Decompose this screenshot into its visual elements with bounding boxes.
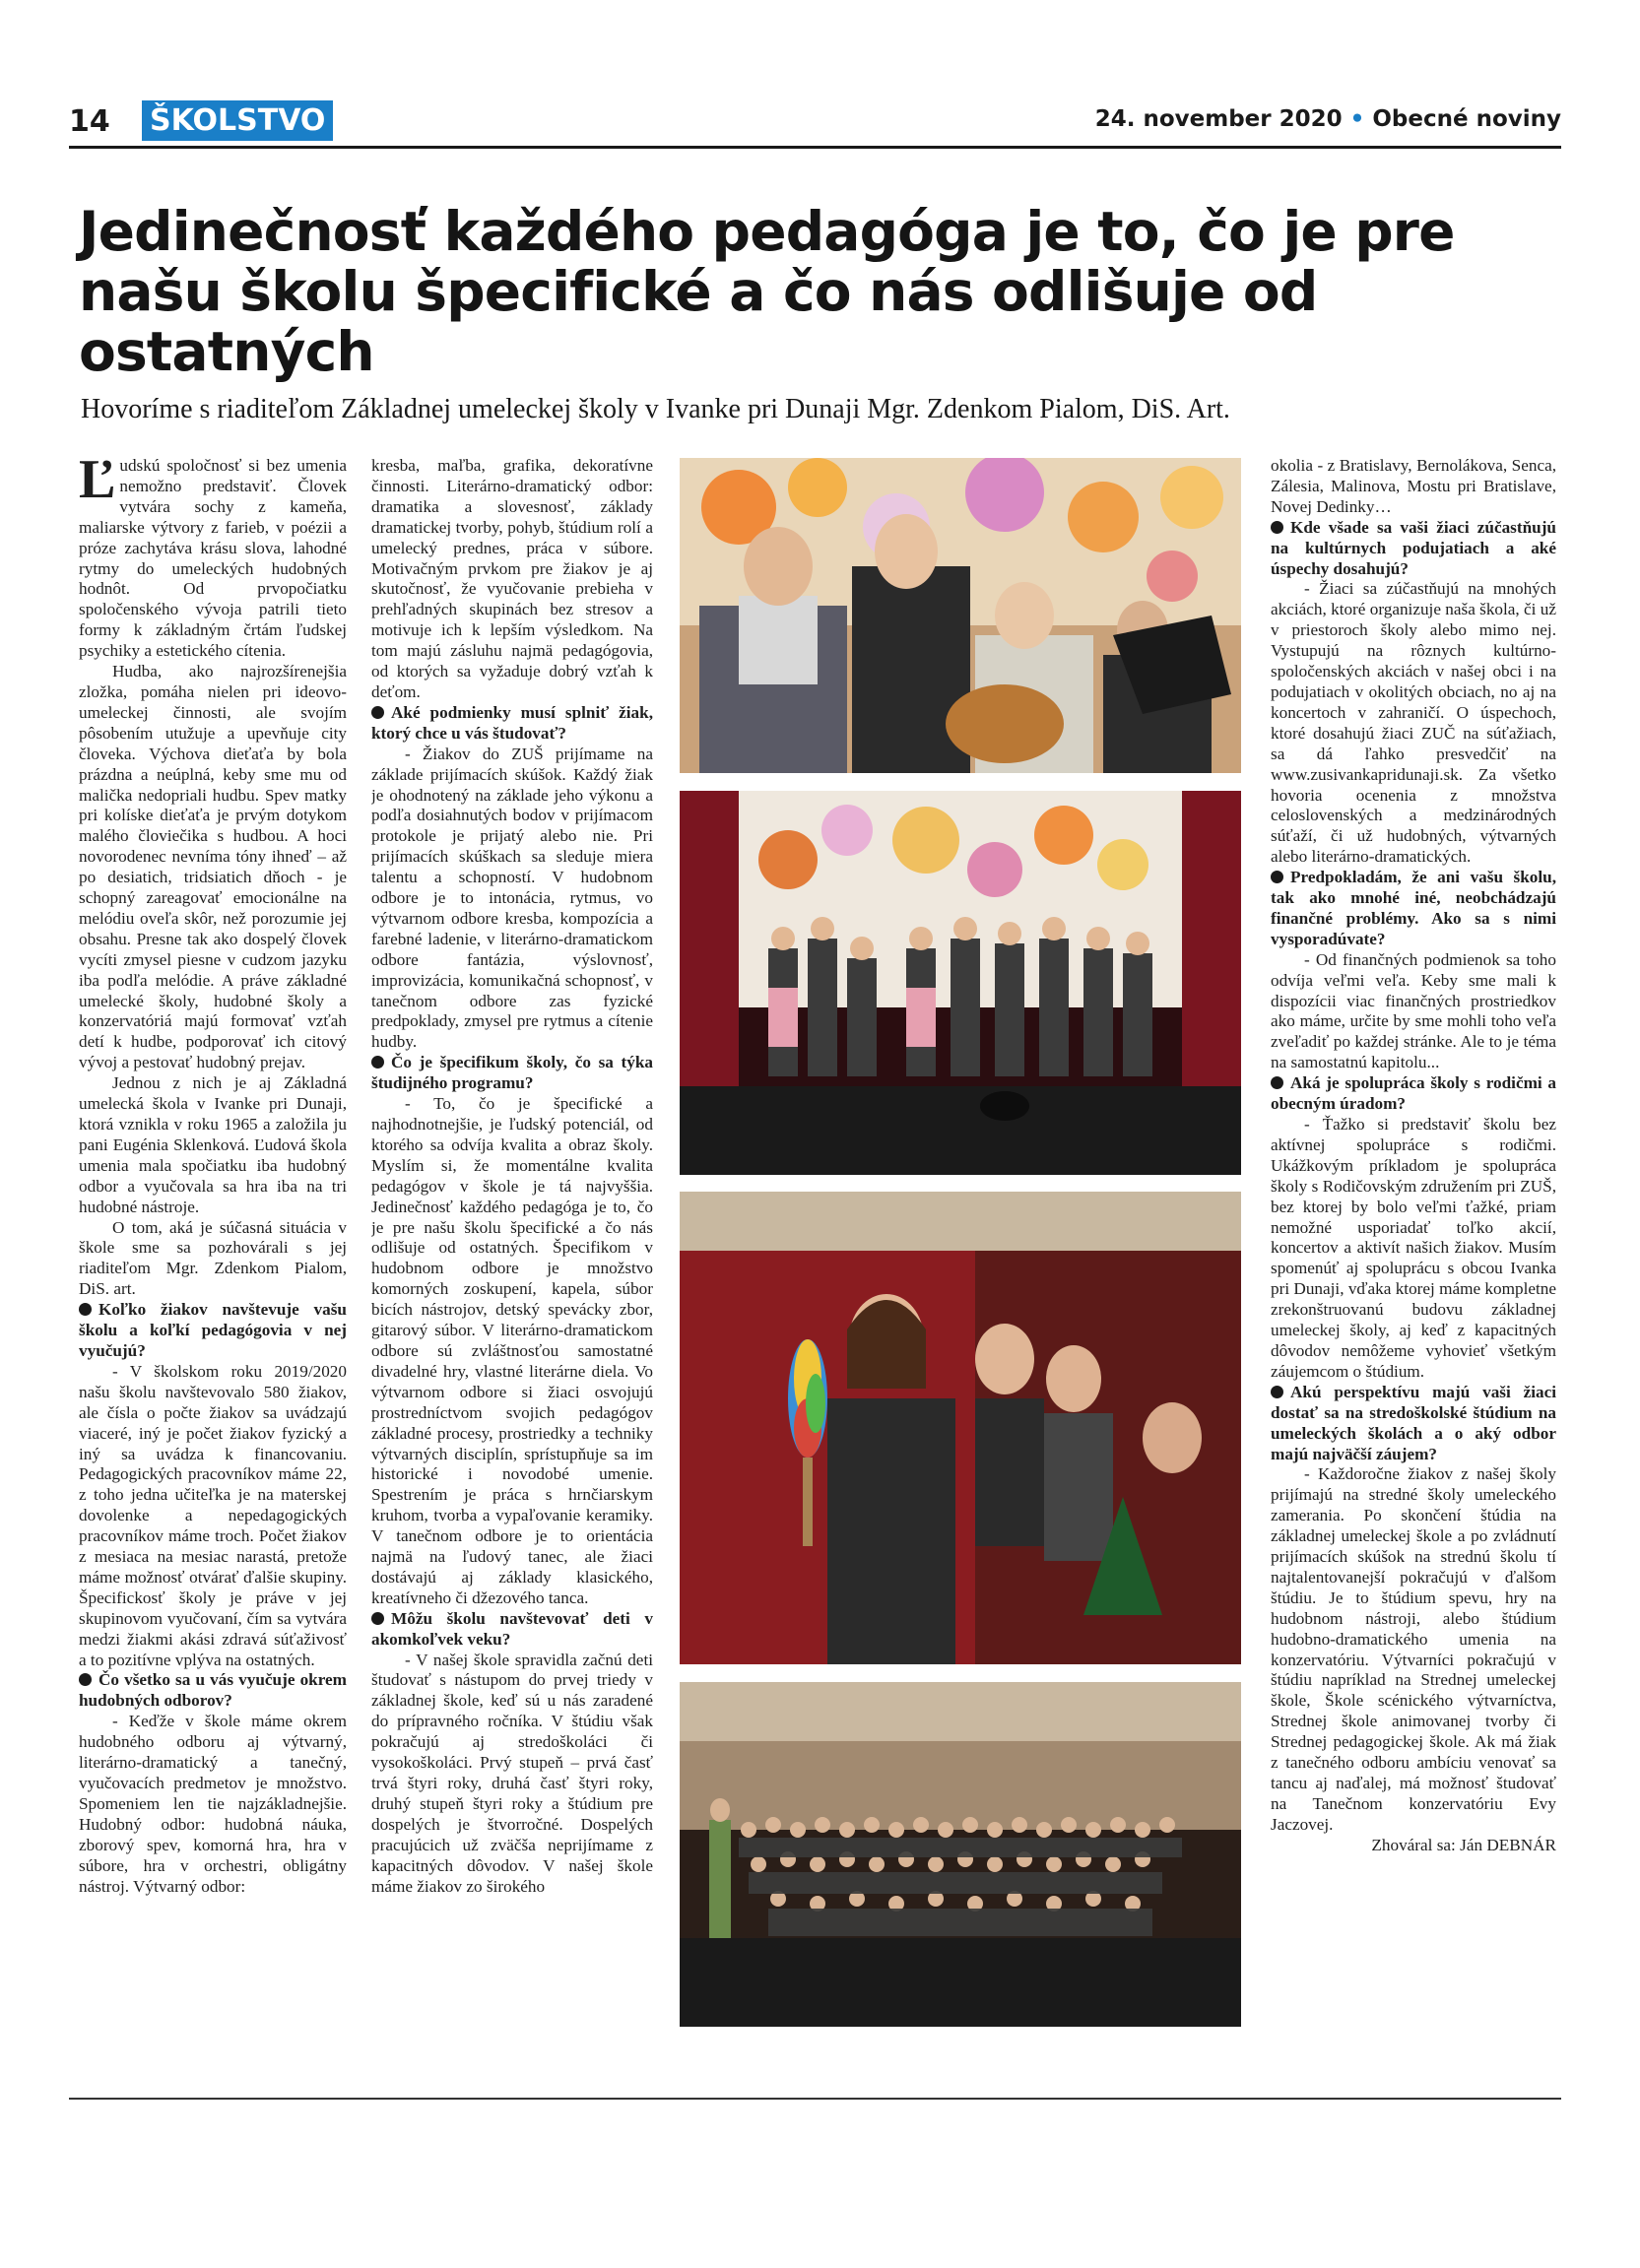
section-label: ŠKOLSTVO bbox=[142, 100, 333, 141]
question bbox=[1271, 868, 1556, 950]
answer: - Žiaci sa zúčastňujú na mnohých akciách, ktoré organizuje naša škola, či už v priestoroch školy alebo mimo nej. Vystupujú na rôznych kultúrno-spoločenských akciách v našej obci i na podujatiach v okolitých obciach, no aj na koncertoch v zahraničí. O úspechoch, ktoré dosahujú žiaci ZUČ na súťažiach, sa dá ľahko presvedčiť na www.zusivankapridunaji.sk. Za všetko hovoria ocenenia z množstva celoslovenských a medzinárodných súťaží, či už hudobných, výtvarných alebo literárno-dramatických. bbox=[1271, 579, 1556, 867]
answer: - Žiakov do ZUŠ prijímame na základe prijímacích skúšok. Každý žiak je ohodnotený na základe jeho výkonu a podľa dosiahnutých bodov v prijímacom protokole je prijatý alebo nie. Pri prijímacích skúškach sa sleduje miera talentu a schopností. V hudobnom odbore je to intonácia, rytmus, vo výtvarnom odbore kresba, kompozícia a farebné ladenie, v literárno-dramatickom odbore fantázia, výslovnosť, improvizácia, komunikačná schopnosť, v tanečnom odbore zas fyzické predpoklady, zmysel pre rytmus a cítenie hudby. bbox=[371, 744, 653, 1052]
bullet-icon bbox=[371, 1612, 384, 1625]
paragraph bbox=[79, 456, 347, 662]
bullet-icon bbox=[1271, 871, 1283, 883]
photo-drama-scene bbox=[680, 1192, 1241, 1664]
answer: - Každoročne žiakov z našej školy prijímajú na stredné školy umeleckého zamerania. Po skončení štúdia na základnej umeleckej škole a po zvládnutí prijímacích skúšok na strednú školu tí najtalentovanejší pokračujú v ďalšom štúdiu. Je to štúdium spevu, hry na hudobnom nástroji, alebo štúdium hudobno-dramatického umenia na konzervatóriu. Výtvarníci pokračujú v štúdiu napríklad na Strednej umeleckej škole, Škole scénického výtvarníctva, Strednej škole animovanej tvorby či Strednej pedagogickej škole. Ak má žiak z tanečného odboru ambíciu venovať sa tancu aj naďalej, má možnosť študovať na Tanečnom konzervatóriu Evy Jaczovej. bbox=[1271, 1464, 1556, 1834]
photo-group-on-stage bbox=[680, 1682, 1241, 2027]
author-signature bbox=[1271, 1836, 1556, 1856]
paragraph: okolia - z Bratislavy, Bernolákova, Senca, Zálesia, Malinova, Mostu pri Bratislave, Novej Dedinky… bbox=[1271, 456, 1556, 516]
paper-name: Obecné noviny bbox=[1372, 106, 1561, 132]
signature-prefix: Zhováral sa: bbox=[1371, 1835, 1456, 1854]
column-1 bbox=[79, 456, 347, 2081]
bullet-icon bbox=[1271, 1076, 1283, 1089]
photo-stage-performance bbox=[680, 791, 1241, 1175]
header-rule bbox=[69, 146, 1561, 149]
paragraph: Jednou z nich je aj Základná umelecká škola v Ivanke pri Dunaji, ktorá vznikla v roku 1965 a založila ju pani Eugénia Sklenková. Ľudová škola umenia mala spočiatku iba hudobný odbor a vyučovala sa hra iba na tri hudobné nástroje. bbox=[79, 1073, 347, 1216]
question-text: Koľko žiakov navštevuje vašu školu a koľkí pedagógovia v nej vyučujú? bbox=[79, 1300, 347, 1360]
issue-date: 24. november 2020 bbox=[1094, 106, 1343, 132]
answer: - Od finančných podmienok sa toho odvíja veľmi veľa. Keby sme mali k dispozícii viac finančných prostriedkov ako máme, určite by sme mohli toho veľa zveľadiť po každej stránke. Ale to je téma na samostatnú kapitolu... bbox=[1271, 949, 1556, 1072]
question bbox=[371, 1609, 653, 1651]
bullet-icon bbox=[371, 1056, 384, 1069]
question bbox=[371, 1053, 653, 1094]
question-text: Aké podmienky musí splniť žiak, ktorý chce u vás študovať? bbox=[371, 702, 653, 743]
question-text: Predpokladám, že ani vašu školu, tak ako mnohé iné, neobchádzajú finančné problémy. Ako sa s nimi vysporadúvate? bbox=[1271, 868, 1556, 948]
answer: - Ťažko si predstaviť školu bez aktívnej spolupráce s rodičmi. Ukážkovým príkladom je spolupráca školy s Rodičovským združením pri ZUŠ, bez ktorej by bolo veľmi ťažké, priam nemožné usporiadať toľko akcií, koncertov a aktivít našich žiakov. Musím spomenúť aj spoluprácu s obcou Ivanka pri Dunaji, vďaka ktorej máme kompletne zrekonštruovanú budovu základnej umeleckej školy, aj keď z kapacitných dôvodov nemôžeme vyhovieť všetkým záujemcom o štúdium. bbox=[1271, 1115, 1556, 1381]
question bbox=[371, 703, 653, 745]
question bbox=[79, 1670, 347, 1712]
column-2 bbox=[371, 456, 653, 2081]
question bbox=[1271, 1073, 1556, 1115]
page-header bbox=[69, 98, 1561, 144]
answer: - Keďže v škole máme okrem hudobného odboru aj výtvarný, literárno-dramatický a tanečný, vyučovacích predmetov je množstvo. Spomeniem len tie najzákladnejšie. Hudobný odbor: hudobná náuka, zborový spev, komorná hra, hra v súbore, hra v orchestri, obligátny nástroj. Výtvarný odbor: bbox=[79, 1712, 347, 1896]
footer-rule bbox=[69, 2098, 1561, 2100]
signature-name: Ján DEBNÁR bbox=[1460, 1835, 1556, 1854]
answer: - V školskom roku 2019/2020 našu školu navštevovalo 580 žiakov, ale čísla o počte žiakov sa uvádzajú viaceré, iný je počet žiakov fyzický a iný sa uvádza k financovaniu. Pedagogických pracovníkov máme 22, z toho jedna učiteľka je na materskej dovolenke a nepedagogických pracovníkov máme troch. Počet žiakov z mesiaca na mesiac narastá, pretože máme možnosť otvárať ďalšie skupiny. Špecifickosť školy je práve v jej skupinovom vyučovaní, čím sa vytvára medzi žiakmi akási zdravá súťaživosť a to pozitívne vplýva na ostatných. bbox=[79, 1361, 347, 1669]
bullet-icon bbox=[1271, 1386, 1283, 1398]
paragraph: Hudba, ako najrozšírenejšia zložka, pomáha nielen pri ideovo-umeleckej činnosti, ale svojím pôsobením utužuje a upevňuje city človeka. Výchova dieťaťa by bola prázdna a neúplná, keby sme mu od malička nedopriali hudbu. Spev matky pri kolíske dieťaťa je prvým dotykom malého človiečika s hudbou. A hoci novorodenec nevníma tóny ihneď – až po desiatich, tridsiatich dňoch - je schopný zareagovať emocionálne na melódiu oveľa skôr, než porozumie jej obsahu. Presne tak ako dospelý človek vycíti zmysel piesne v cudzom jazyku iba podľa melódie. A práve základné umelecké školy, hudobné školy a konzervatóriá majú formovať vzťah detí k hudbe, podporovať ich citový vývoj a pestovať hudobný prejav. bbox=[79, 662, 347, 1072]
question-text: Môžu školu navštevovať deti v akomkoľvek veku? bbox=[371, 1608, 653, 1649]
bullet-icon bbox=[1271, 521, 1283, 534]
answer: - V našej škole spravidla začnú deti študovať s nástupom do prvej triedy v základnej škole, keď sú u nás zaradené do prípravného ročníka. V štúdiu však pokračujú aj stredoškoláci či vysokoškoláci. Prvý stupeň – prvá časť trvá štyri roky, druhá časť štyri roky, druhý stupeň štyri roky a štúdium pre dospelých je štvorročné. Dospelých pracujúcich už zväčša neprijímame z kapacitných dôvodov. V našej škole máme žiakov zo širokého bbox=[371, 1650, 653, 1896]
paragraph: O tom, aká je súčasná situácia v škole sme sa pozhovárali s jej riaditeľom Mgr. Zdenkom Pialom, DiS. art. bbox=[79, 1217, 347, 1299]
question-text: Kde všade sa vaši žiaci zúčastňujú na kultúrnych podujatiach a aké úspechy dosahujú? bbox=[1271, 517, 1556, 578]
drop-cap: Ľ bbox=[79, 456, 116, 510]
header-meta bbox=[1095, 106, 1561, 132]
question-text: Aká je spolupráca školy s rodičmi a obecným úradom? bbox=[1271, 1073, 1556, 1114]
question-text: Akú perspektívu majú vaši žiaci dostať sa na stredoškolské štúdium na umeleckých školách a o aký odbor majú najväčší záujem? bbox=[1271, 1382, 1556, 1463]
paragraph-text: udskú spoločnosť si bez umenia nemožno predstaviť. Človek vytvára sochy z kameňa, maliarske výtvory z farieb, v poézii a próze zachytáva krásu slova, lahodné rytmy do umeleckých hudobných hodnôt. Od prvopočiatku spoločenského vývoja patrili tieto formy k základným črtám ľudskej psychiky a estetického cítenia. bbox=[79, 456, 347, 661]
photo-guitar-players bbox=[680, 458, 1241, 773]
question bbox=[1271, 518, 1556, 580]
article-lede: Hovoríme s riaditeľom Základnej umeleckej školy v Ivanke pri Dunaji Mgr. Zdenkom Pialom, DiS. Art. bbox=[81, 394, 1230, 424]
bullet-icon bbox=[79, 1303, 92, 1316]
header-separator: • bbox=[1349, 106, 1365, 132]
page-number: 14 bbox=[69, 104, 110, 139]
bullet-icon bbox=[79, 1673, 92, 1686]
question-text: Čo všetko sa u vás vyučuje okrem hudobných odborov? bbox=[79, 1670, 347, 1711]
question bbox=[1271, 1383, 1556, 1465]
question bbox=[79, 1300, 347, 1362]
question-text: Čo je špecifikum školy, čo sa týka študijného programu? bbox=[371, 1053, 653, 1093]
article-title: Jedinečnosť každého pedagóga je to, čo je pre našu školu špecifické a čo nás odlišuje od ostatných bbox=[79, 200, 1455, 383]
bullet-icon bbox=[371, 706, 384, 719]
answer: - To, čo je špecifické a najhodnotnejšie, je ľudský potenciál, od ktorého sa odvíja kvalita a obraz školy. Myslím si, že momentálne kvalita pedagógov v škole je tá najvyššia. Jedinečnosť každého pedagóga je to, čo je pre našu školu špecifické a čo nás odlišuje od ostatných. Špecifikom v hudobnom odbore je množstvo komorných zoskupení, kapela, súbor bicích nástrojov, detský spevácky zbor, gitarový súbor. V literárno-dramatickom odbore sú zvláštnosťou samostatné divadelné hry, vlastné literárne diela. Vo výtvarnom odbore si žiaci osvojujú prostredníctvom svojich pedagógov základné procesy, prostriedky a techniky výtvarných disciplín, sprístupňuje sa im historické i novodobé umenie. Spestrením je práca s hrnčiarskym kruhom, tvorba a vypaľovanie keramiky. V tanečnom odbore je to orientácia najmä na ľudový tanec, ale žiaci dostávajú aj základy klasického, kreatívneho či džezového tanca. bbox=[371, 1094, 653, 1607]
column-3 bbox=[1271, 456, 1556, 2081]
paragraph: kresba, maľba, grafika, dekoratívne činnosti. Literárno-dramatický odbor: dramatika a slovesnosť, základy dramatickej tvorby, pohyb, štúdium rolí a umelecký prednes, práca v súbore. Motivačným prvkom pre žiakov je aj skutočnosť, že vyučovanie prebieha v prehľadných skupinách bez stresov a motivuje ich k lepším výsledkom. Na tom majú zásluhu najmä pedagógovia, od ktorých sa vyžaduje dobrý vzťah k deťom. bbox=[371, 456, 653, 701]
